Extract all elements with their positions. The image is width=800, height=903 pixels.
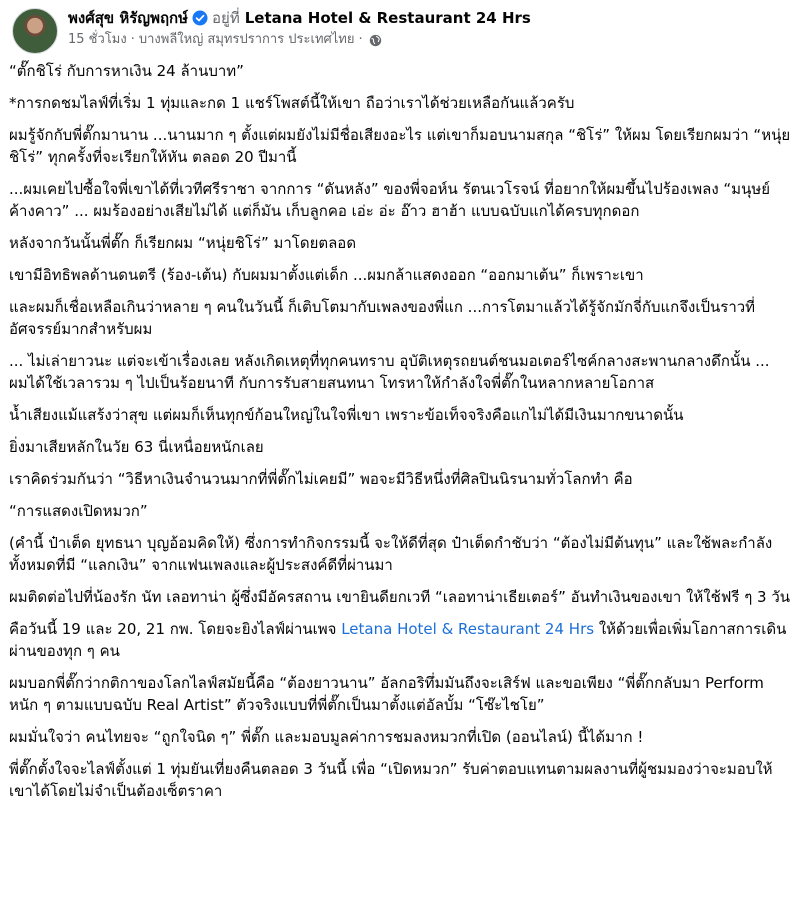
post-body xyxy=(9,60,791,812)
page-link[interactable]: Letana Hotel & Restaurant 24 Hrs xyxy=(341,620,595,638)
post-paragraph: เราคิดร่วมกันว่า “วิธีหาเงินจำนวนมากที่พี่ตั๊กไม่เคยมี” พอจะมีวิธีหนึ่งที่ศิลปินนิรนามทั่วโลกทำ คือ xyxy=(9,470,633,488)
post-paragraph: เขามีอิทธิพลด้านดนตรี (ร้อง-เต้น) กับผมมาตั้งแต่เด็ก ...ผมกล้าแสดงออก “ออกมาเต้น” ก็เพราะเขา xyxy=(9,266,644,284)
post-paragraph: “การแสดงเปิดหมวก” xyxy=(9,502,148,520)
post-paragraph: หลังจากวันนั้นพี่ตั๊ก ก็เรียกผม “หนุ่ยชิโร่” มาโดยตลอด xyxy=(9,234,357,252)
post-subline xyxy=(68,31,531,49)
post-paragraph: ผมติดต่อไปที่น้องรัก นัท เลอทาน่า ผู้ซึ่งมีอัครสถาน เขายินดียกเวที “เลอทาน่าเธียเตอร์” อันทำเงินของเขา ให้ใช้ฟรี ๆ 3 วัน xyxy=(9,588,791,606)
post-paragraph: ... ไม่เล่ายาวนะ แต่จะเข้าเรื่องเลย หลังเกิดเหตุที่ทุกคนทราบ อุบัติเหตุรถยนต์ชนมอเตอร์ไซค์กลางสะพานกลางดึกนั้น ... ผมได้ใช้เวลารวม ๆ ไปเป็นร้อยนาที กับการรับสายสนทนา โทรหาให้กำลังใจพี่ตั๊กในหลากหลายโอกาส xyxy=(9,352,770,392)
paragraph-text: ให้ด้วยเพื่อเพิ่มโอกาสการเดินผ่านของทุก ๆ คน xyxy=(9,620,787,660)
post-location[interactable]: บางพลีใหญ่ สมุทรปราการ ประเทศไทย xyxy=(138,32,355,47)
author-line xyxy=(68,8,531,28)
post-paragraph: “ตั๊กชิโร่ กับการหาเงิน 24 ล้านบาท” xyxy=(9,62,244,80)
post-paragraph: ยิ่งมาเสียหลักในวัย 63 นี่เหนื่อยหนักเลย xyxy=(9,438,264,456)
post-paragraph: (คำนี้ ป๋าเต็ด ยุทธนา บุญอ้อมคิดให้) ซึ่งการทำกิจกรรมนี้ จะให้ดีที่สุด ป๋าเต็ดกำชับว่า “ต้องไม่มีต้นทุน” และใช้พละกำลังทั้งหมดที่มี “แลกเงิน” จากแฟนเพลงและผู้ประสงค์ดีที่ผ่านมา xyxy=(9,534,773,574)
author-name[interactable]: พงศ์สุข หิรัญพฤกษ์ xyxy=(68,9,189,27)
post-paragraph: และผมก็เชื่อเหลือเกินว่าหลาย ๆ คนในวันนี้ ก็เติบโตมากับเพลงของพี่แก ...การโตมาแล้วได้รู้จักมักจี่กับแกจึงเป็นราวที่อัศจรรย์มากสำหรับผม xyxy=(9,298,756,338)
post-paragraph: น้ำเสียงแม้แสร้งว่าสุข แต่ผมก็เห็นทุกข์ก้อนใหญ่ในใจพี่เขา เพราะข้อเท็จจริงคือแกไม่ได้มีเงินมากขนาดนั้น xyxy=(9,406,684,424)
at-label: อยู่ที่ xyxy=(212,9,240,27)
post-paragraph: ผมบอกพี่ตั๊กว่ากติกาของโลกไลฟ์สมัยนี้คือ “ต้องยาวนาน” อัลกอริทึ่มมันถึงจะเสิร์ฟ และขอเพียง “พี่ตั๊กกลับมา Perform หนัก ๆ ตามแบบฉบับ Real Artist” ตัวจริงแบบที่พี่ตั๊กเป็นมาตั้งแต่อัลบั้ม “โซ๊ะไชโย” xyxy=(9,674,764,714)
post-paragraph-with-link xyxy=(9,618,791,662)
post-paragraph: ผมมั่นใจว่า คนไทยจะ “ถูกใจนิด ๆ” พี่ตั๊ก และมอบมูลค่าการชมลงหมวกที่เปิด (ออนไลน์) นี้ได้มาก ! xyxy=(9,728,644,746)
post-paragraph: ผมรู้จักกับพี่ตั๊กมานาน ...นานมาก ๆ ตั้งแต่ผมยังไม่มีชื่อเสียงอะไร แต่เขาก็มอบนามสกุล “ชิโร่” ให้ผม โดยเรียกผมว่า “หนุ่ยชิโร่” ทุกครั้งที่จะเรียกให้หัน ตลอด 20 ปีมานี้ xyxy=(9,126,791,166)
globe-icon[interactable] xyxy=(369,34,382,47)
separator-dot: · xyxy=(130,32,135,47)
post-header xyxy=(12,8,531,56)
post-meta xyxy=(68,8,531,49)
post-paragraph: *การกดชมไลฟ์ที่เริ่ม 1 ทุ่มและกด 1 แชร์โพสต์นี้ให้เขา ถือว่าเราได้ช่วยเหลือกันแล้วครับ xyxy=(9,94,575,112)
verified-badge-icon xyxy=(192,10,208,26)
separator-dot: · xyxy=(358,32,363,47)
post-paragraph: พี่ตั๊กตั้งใจจะไลฟ์ตั้งแต่ 1 ทุ่มยันเที่ยงคืนตลอด 3 วันนี้ เพื่อ “เปิดหมวก” รับค่าตอบแทนตามผลงานที่ผู้ชมมองว่าจะมอบให้เขาได้โดยไม่จำเป็นต้องเซ็ตราคา xyxy=(9,760,773,800)
paragraph-text: คือวันนี้ 19 และ 20, 21 กพ. โดยจะยิงไลฟ์ผ่านเพจ xyxy=(9,620,342,638)
post-paragraph: ...ผมเคยไปซื้อใจพี่เขาได้ที่เวทีศรีราชา จากการ “ดันหลัง” ของพี่จอห์น รัตนเวโรจน์ ที่อยากให้ผมขึ้นไปร้องเพลง “มนุษย์ค้างคาว” ... ผมร้องอย่างเสียไม่ได้ แต่ก็มัน เก็บลูกคอ เอ่ะ อ่ะ อ๊าว ฮาฮ้า แบบฉบับแกได้ครบทุกดอก xyxy=(9,180,771,220)
author-avatar[interactable] xyxy=(12,8,58,54)
place-name[interactable]: Letana Hotel & Restaurant 24 Hrs xyxy=(244,9,531,27)
post-time[interactable]: 15 ชั่วโมง xyxy=(68,32,127,47)
